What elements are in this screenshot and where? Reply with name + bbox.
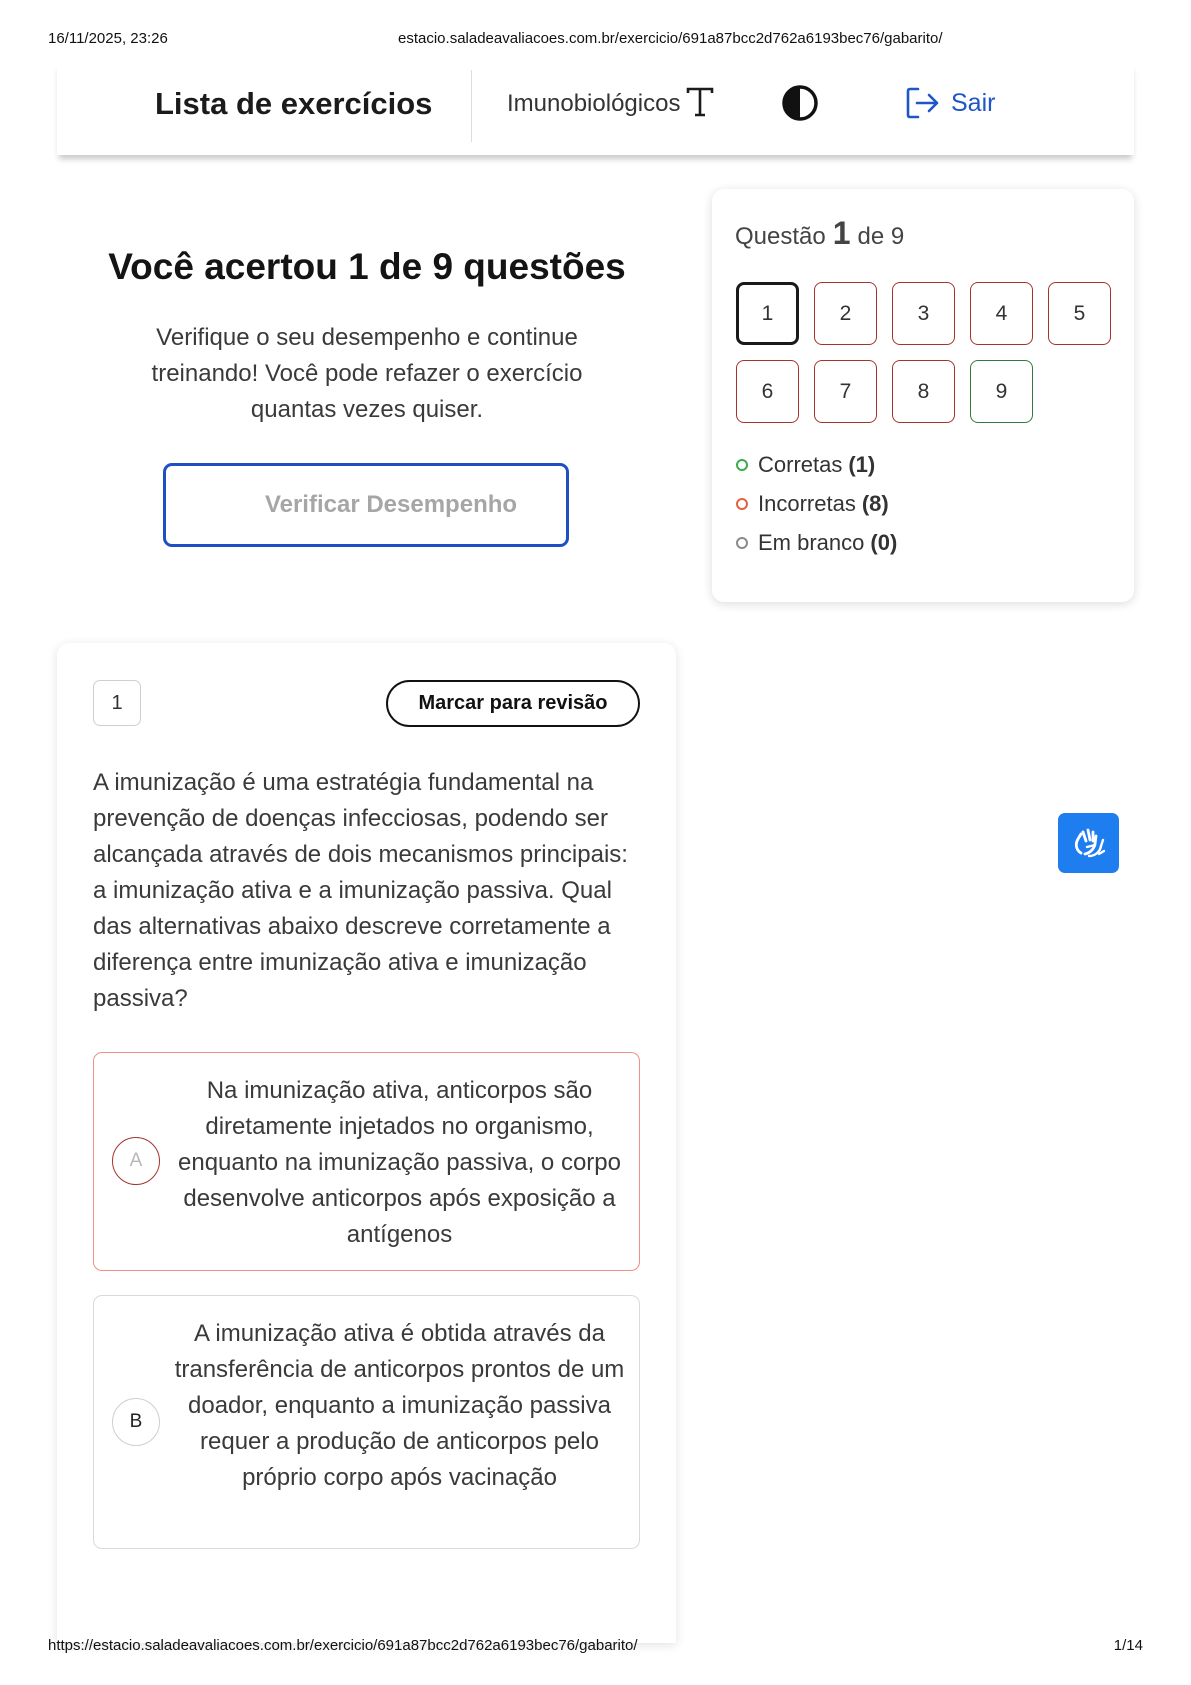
question-button-4[interactable]: 4 [970, 282, 1033, 345]
option-a-text: Na imunização ativa, anticorpos são diretamente injetados no organismo, enquanto na imunização passiva, o corpo desenvolve anticorpos após exposição a antígenos [178, 1077, 621, 1248]
question-button-7[interactable]: 7 [814, 360, 877, 423]
question-button-9[interactable]: 9 [970, 360, 1033, 423]
logout-icon [905, 86, 941, 120]
logout-button[interactable] [905, 86, 995, 120]
option-b[interactable] [93, 1295, 640, 1549]
option-a[interactable] [93, 1052, 640, 1271]
question-card [57, 643, 676, 1643]
correct-dot-icon [736, 459, 748, 471]
legend-blank-count: (0) [870, 529, 898, 555]
option-b-text: A imunização ativa é obtida através da transferência de anticorpos prontos de um doador, enquanto a imunização passiva requer a produção de anticorpos pelo próprio corpo após vacinação [174, 1320, 625, 1491]
subject-title: Imunobiológicos [507, 90, 681, 117]
result-message: Verifique o seu desempenho e continue treinando! Você pode refazer o exercício quantas vezes quiser. [151, 324, 583, 423]
question-navigator [712, 189, 1134, 602]
incorrect-dot-icon [736, 498, 748, 510]
contrast-icon[interactable] [781, 84, 819, 122]
question-counter-suffix: de 9 [857, 223, 905, 250]
print-url: estacio.saladeavaliacoes.com.br/exercicio/691a87bcc2d762a6193bec76/gabarito/ [398, 30, 943, 47]
legend-correct-label: Corretas [758, 451, 843, 477]
header-divider [471, 70, 472, 142]
question-number-badge: 1 [93, 680, 141, 726]
legend-incorrect-count: (8) [861, 490, 889, 516]
question-button-2[interactable]: 2 [814, 282, 877, 345]
sign-language-button[interactable] [1058, 813, 1119, 873]
question-button-3[interactable]: 3 [892, 282, 955, 345]
legend-correct [736, 445, 897, 484]
option-b-letter: B [112, 1398, 160, 1446]
sign-language-icon [1069, 823, 1109, 863]
question-counter [735, 215, 904, 252]
page-number: 1/14 [1113, 1637, 1143, 1654]
question-button-1[interactable]: 1 [736, 282, 799, 345]
results-legend [736, 445, 897, 562]
question-counter-prefix: Questão [735, 223, 826, 250]
top-bar [57, 62, 1134, 155]
text-size-icon[interactable] [685, 86, 715, 118]
question-grid [736, 282, 1118, 423]
print-datetime: 16/11/2025, 23:26 [48, 30, 168, 47]
mark-for-review-button[interactable]: Marcar para revisão [386, 680, 640, 727]
question-counter-current: 1 [832, 215, 851, 251]
page-title: Lista de exercícios [155, 86, 433, 121]
question-text: A imunização é uma estratégia fundamental na prevenção de doenças infecciosas, podendo ser alcançada através de dois mecanismos principais: a imunização ativa e a imunização passiva. Qual das alternativas abaixo descreve corretamente a diferença entre imunização ativa e imunização passiva? [93, 769, 628, 1012]
question-button-8[interactable]: 8 [892, 360, 955, 423]
question-button-6[interactable]: 6 [736, 360, 799, 423]
option-a-letter: A [112, 1137, 160, 1185]
legend-blank-label: Em branco [758, 529, 865, 555]
logout-label: Sair [951, 88, 996, 117]
result-title: Você acertou 1 de 9 questões [108, 246, 626, 287]
legend-incorrect-label: Incorretas [758, 490, 856, 516]
legend-correct-count: (1) [848, 451, 876, 477]
footer-url: https://estacio.saladeavaliacoes.com.br/exercicio/691a87bcc2d762a6193bec76/gabarito/ [48, 1637, 638, 1654]
legend-blank [736, 523, 897, 562]
blank-dot-icon [736, 537, 748, 549]
legend-incorrect [736, 484, 897, 523]
question-button-5[interactable]: 5 [1048, 282, 1111, 345]
verify-performance-button[interactable]: Verificar Desempenho [163, 463, 569, 547]
